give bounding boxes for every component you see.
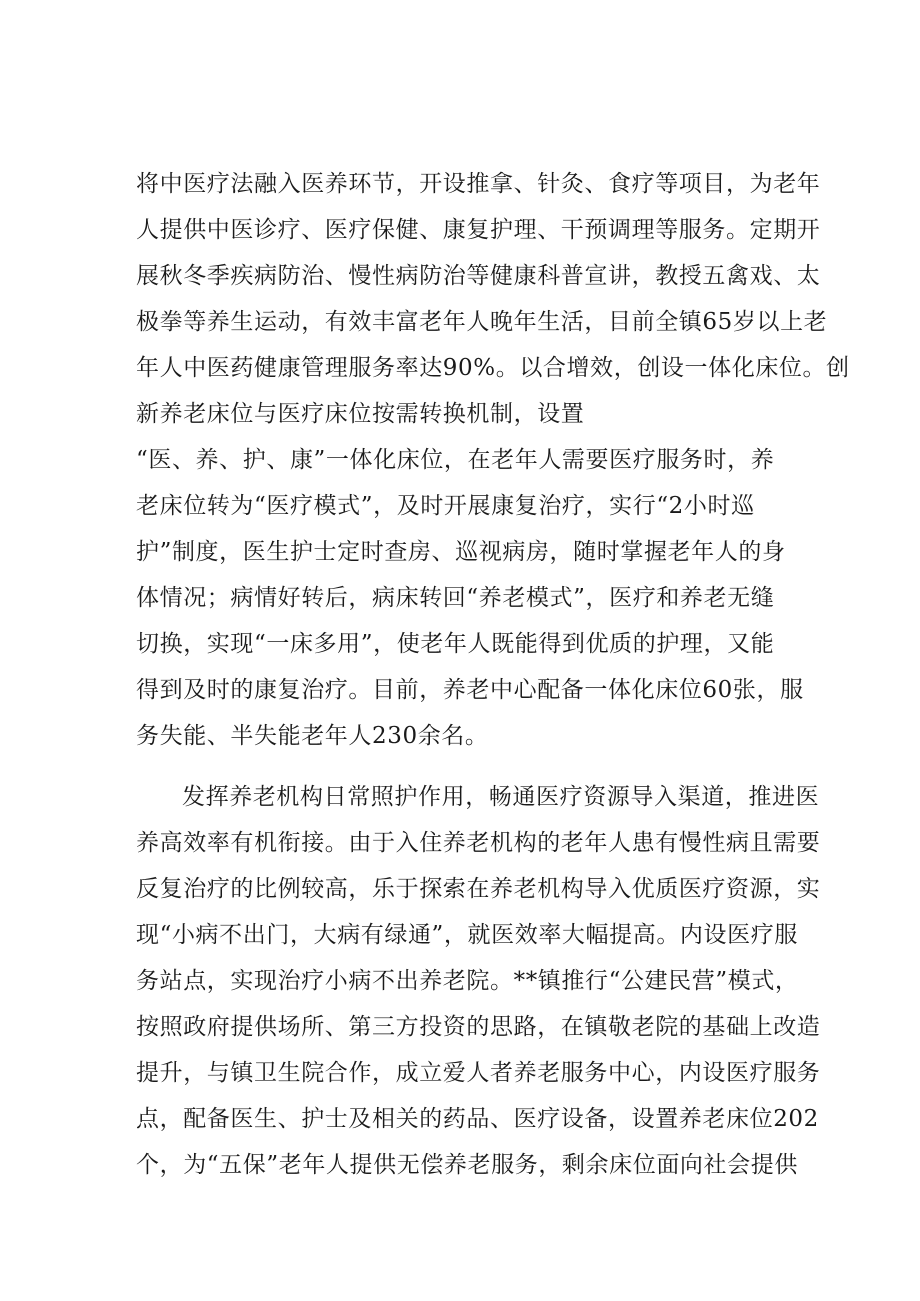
paragraph-1-line: 年人中医药健康管理服务率达90%。以合增效，创设一体化床位。创 xyxy=(136,355,850,381)
paragraph-2-line: 点，配备医生、护士及相关的药品、医疗设备，设置养老床位202 xyxy=(136,1106,819,1132)
paragraph-1-line: 人提供中医诊疗、医疗保健、康复护理、干预调理等服务。定期开 xyxy=(136,217,821,243)
paragraph-2-line: 个，为“五保”老年人提供无偿养老服务，剩余床位面向社会提供 xyxy=(136,1152,798,1178)
paragraph-2-line: 发挥养老机构日常照护作用，畅通医疗资源导入渠道，推进医 xyxy=(182,784,820,810)
paragraph-1-line: 护”制度，医生护士定时查房、巡视病房，随时掌握老年人的身 xyxy=(136,539,786,565)
paragraph-1-line: 新养老床位与医疗床位按需转换机制，设置 xyxy=(136,401,585,427)
paragraph-1-line: 极拳等养生运动，有效丰富老年人晚年生活，目前全镇65岁以上老 xyxy=(136,309,828,335)
paragraph-1-line: 老床位转为“医疗模式”，及时开展康复治疗，实行“2小时巡 xyxy=(136,493,755,519)
paragraph-1-line: 务失能、半失能老年人230余名。 xyxy=(136,723,489,749)
paragraph-1-line: “医、养、护、康”一体化床位，在老年人需要医疗服务时，养 xyxy=(136,447,775,473)
paragraph-2-line: 提升，与镇卫生院合作，成立爱人者养老服务中心，内设医疗服务 xyxy=(136,1060,821,1086)
paragraph-2-line: 反复治疗的比例较高，乐于探索在养老机构导入优质医疗资源，实 xyxy=(136,876,821,902)
paragraph-1-line: 得到及时的康复治疗。目前，养老中心配备一体化床位60张，服 xyxy=(136,677,804,703)
paragraph-1-line: 切换，实现“一床多用”，使老年人既能得到优质的护理，又能 xyxy=(136,631,775,657)
paragraph-2-line: 养高效率有机衔接。由于入住养老机构的老年人患有慢性病且需要 xyxy=(136,830,821,856)
paragraph-1-line: 展秋冬季疾病防治、慢性病防治等健康科普宣讲，教授五禽戏、太 xyxy=(136,263,821,289)
paragraph-2-line: 按照政府提供场所、第三方投资的思路，在镇敬老院的基础上改造 xyxy=(136,1014,821,1040)
paragraph-1-line: 将中医疗法融入医养环节，开设推拿、针灸、食疗等项目，为老年 xyxy=(136,171,821,197)
paragraph-2-line: 现“小病不出门，大病有绿通”，就医效率大幅提高。内设医疗服 xyxy=(136,922,798,948)
paragraph-1-line: 体情况；病情好转后，病床转回“养老模式”，医疗和养老无缝 xyxy=(136,585,775,611)
paragraph-2-line: 务站点，实现治疗小病不出养老院。**镇推行“公建民营”模式， xyxy=(136,968,799,994)
